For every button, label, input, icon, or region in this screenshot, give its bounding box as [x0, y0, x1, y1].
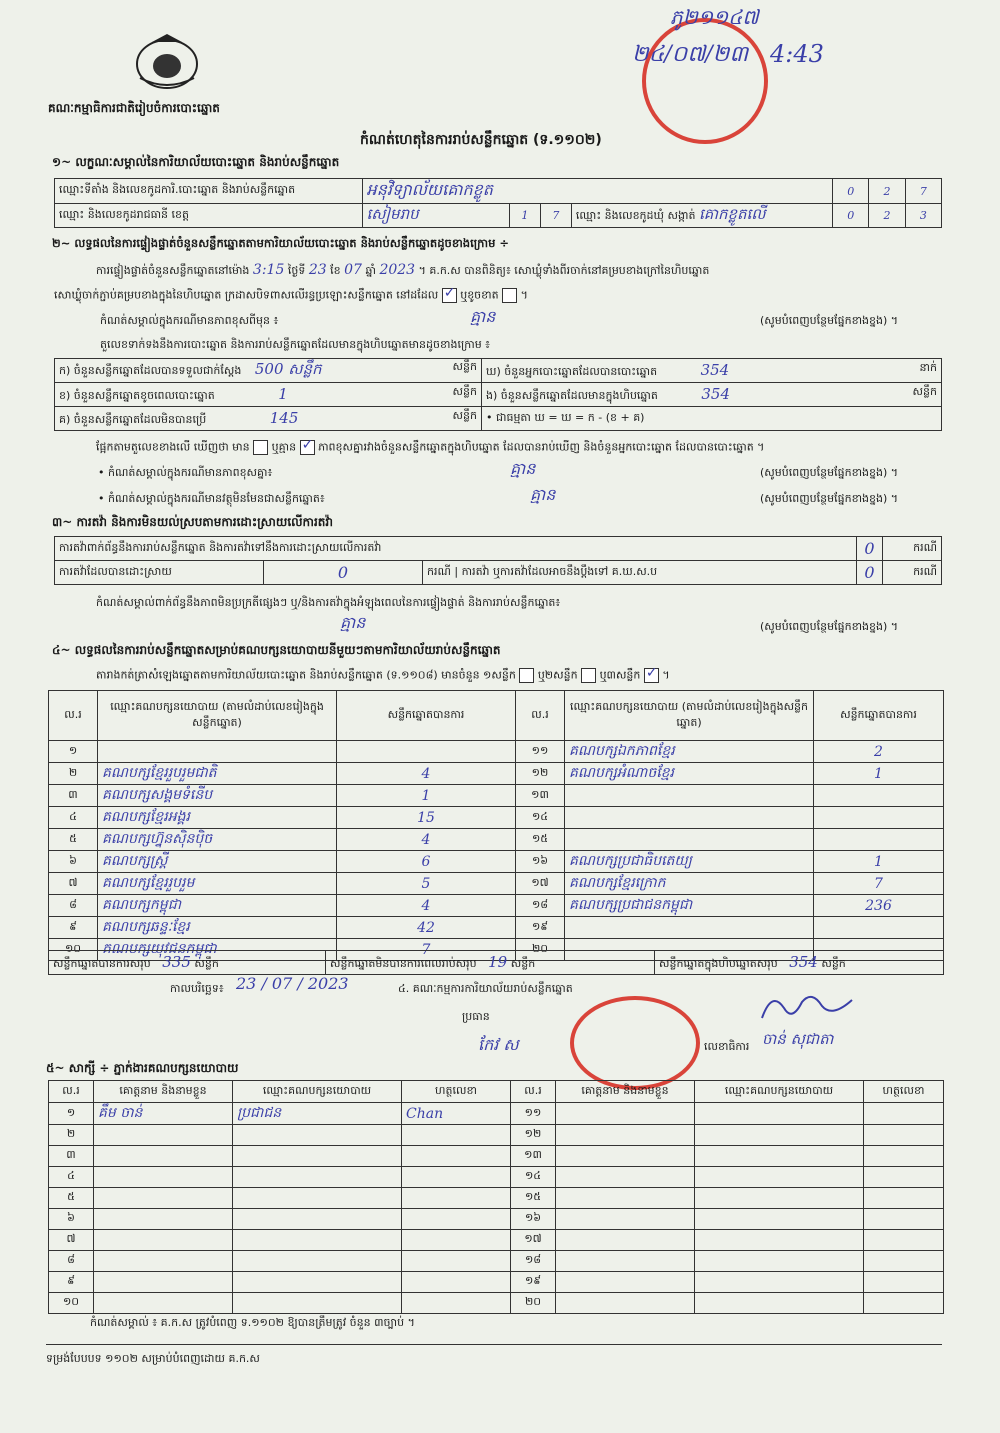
province-code-1: 1 — [509, 204, 540, 228]
party-no: ១៥ — [516, 829, 565, 851]
footer-note: កំណត់សម្គាល់ ៖ គ.ក.ស ត្រូវបំពេញ ទ.១១០២ ឱ្យបានត្រឹមត្រូវ ចំនួន ៣ច្បាប់ ។ — [90, 1316, 415, 1329]
witness-name — [556, 1293, 695, 1314]
witness-signature — [402, 1188, 511, 1209]
party-no: ៨ — [49, 895, 98, 917]
bullet-difference-value: គ្មាន — [510, 459, 536, 478]
verification-year: 2023 — [379, 262, 416, 278]
witness-name: គឹម ចាន់ — [94, 1103, 233, 1125]
party-votes: 236 — [814, 895, 944, 917]
witness-name — [556, 1125, 695, 1146]
location-code-3: 7 — [905, 179, 941, 204]
party-votes: 1 — [814, 851, 944, 873]
location-code-2: 2 — [869, 179, 905, 204]
party-name — [98, 741, 337, 763]
fill-hint-3: (សូមបំពេញបន្ថែមផ្នែកខាងខ្នង) ។ — [760, 492, 899, 505]
witness-party — [233, 1251, 402, 1272]
witness-signature — [864, 1209, 944, 1230]
resolved-value: 0 — [264, 561, 423, 585]
witness-signature — [864, 1251, 944, 1272]
witness-name — [94, 1125, 233, 1146]
witness-name — [556, 1230, 695, 1251]
witness-no: ៣ — [49, 1146, 94, 1167]
party-name — [565, 785, 814, 807]
results-table: ល.រ ឈ្មោះគណបក្សនយោបាយ (តាមលំដាប់លេខរៀងក្នុងសន្លឹកឆ្នោត) សន្លឹកឆ្នោតបានការ ល.រ ឈ្មោះគណបក្សនយោបាយ (តាមលំដាប់លេខរៀងក្នុងសន្លឹកឆ្នោត) សន្លឹកឆ្នោតបានការ ១ ១១ គណបក្សឯកភាពខ្មែរ 2 ២ គណបក្សខ្មែររួបរួមជាតិ 4 ១២ គណបក្សអំណាចខ្មែរ 1 ៣ គណបក្សសង្គមទំនើប 1 ១៣ ៤ គណបក្សខ្មែរអង្គរ 15 ១៤ ៥ គណបក្សហ្វ៊ុនស៊ិនប៉ិច 4 ១៥ ៦ គណបក្សស្ត្រី 6 ១៦ គណបក្សប្រជាធិបតេយ្យ 1 ៧ គណបក្សខ្មែររួបរួម 5 ១៧ គណបក្សខ្មែរក្រោក 7 ៨ គណបក្សកម្ពុជា 4 ១៨ គណបក្សប្រជាជនកម្ពុជា 236 ៩ គណបក្សឆន្ទៈខ្មែរ 42 ១៩ ១០ គណបក្សយុវជនកម្ពុជា 7 ២០ — [48, 690, 944, 961]
result-row — [49, 873, 944, 895]
witness-name — [94, 1230, 233, 1251]
witness-signature — [402, 1209, 511, 1230]
witness-row — [49, 1230, 944, 1251]
complaints-label: ការតវ៉ាពាក់ព័ន្ធនឹងការរាប់សន្លឹកឆ្នោត និងការតវ៉ាទៅនឹងការដោះស្រាយលើការតវ៉ា — [55, 537, 857, 561]
witness-no: ៥ — [49, 1188, 94, 1209]
party-no: ១៨ — [516, 895, 565, 917]
verification-month: 07 — [344, 262, 362, 278]
secretary-signature — [752, 988, 862, 1028]
footer-divider — [46, 1344, 942, 1345]
province-code-2: 7 — [540, 204, 571, 228]
witness-no: ៩ — [49, 1272, 94, 1293]
unused-ballots-value: 145 — [269, 408, 299, 427]
official-stamp-committee — [570, 996, 700, 1090]
stamp-id-text: ភូ២១១៤៧ — [670, 5, 759, 29]
commune-code-2: 2 — [869, 204, 905, 228]
party-name: គណបក្សខ្មែររួបរួមជាតិ — [98, 763, 337, 785]
witness-signature: Chan — [402, 1103, 511, 1125]
party-no: ៩ — [49, 917, 98, 939]
commune-code-3: 3 — [905, 204, 941, 228]
witness-name — [94, 1272, 233, 1293]
party-name: គណបក្សឆន្ទៈខ្មែរ — [98, 917, 337, 939]
witness-row — [49, 1251, 944, 1272]
commune-code-1: 0 — [833, 204, 869, 228]
sheets-2-checkbox[interactable] — [581, 668, 596, 683]
sheets-3-checkbox[interactable] — [644, 668, 659, 683]
witness-row — [49, 1146, 944, 1167]
witness-name — [556, 1167, 695, 1188]
party-name: គណបក្សកម្ពុជា — [98, 895, 337, 917]
witness-party — [695, 1293, 864, 1314]
witness-party — [233, 1272, 402, 1293]
party-votes: 5 — [337, 873, 516, 895]
witness-signature — [864, 1125, 944, 1146]
party-no: ៣ — [49, 785, 98, 807]
witness-no: ៤ — [49, 1167, 94, 1188]
result-row — [49, 829, 944, 851]
total-invalid-value: 19 — [488, 952, 508, 971]
party-votes — [814, 807, 944, 829]
witness-party — [695, 1103, 864, 1125]
witness-party — [695, 1209, 864, 1230]
province-label: ឈ្មោះ និងលេខកូដរាជធានី ខេត្ត — [55, 204, 363, 228]
party-votes: 2 — [814, 741, 944, 763]
footer-form: ទម្រង់បែបបទ ១១០២ សម្រាប់បំពេញដោយ គ.ក.ស — [46, 1352, 260, 1365]
party-name: គណបក្សប្រជាជនកម្ពុជា — [565, 895, 814, 917]
party-name — [565, 807, 814, 829]
witness-party: ប្រជាជន — [233, 1103, 402, 1125]
party-name: គណបក្សឯកភាពខ្មែរ — [565, 741, 814, 763]
witness-signature — [864, 1167, 944, 1188]
fill-hint-4: (សូមបំពេញបន្ថែមផ្នែកខាងខ្នង) ។ — [760, 620, 899, 633]
witness-name — [94, 1293, 233, 1314]
party-votes: 7 — [814, 873, 944, 895]
witness-name — [556, 1272, 695, 1293]
stamp-date-text: ២៤/០៧/២៣ — [632, 42, 749, 67]
witness-no: ៦ — [49, 1209, 94, 1230]
witness-name — [94, 1188, 233, 1209]
party-no: ១៩ — [516, 917, 565, 939]
party-name — [565, 917, 814, 939]
party-no: ១៤ — [516, 807, 565, 829]
party-votes: 4 — [337, 763, 516, 785]
diff-note-label: កំណត់សម្គាល់ក្នុងករណីមានភាពខុសពីមុន ៖ — [100, 314, 279, 327]
secretary-label: លេខាធិការ — [704, 1040, 750, 1053]
witness-party — [695, 1251, 864, 1272]
witness-no: ១០ — [49, 1293, 94, 1314]
date-value: 23 / 07 / 2023 — [236, 974, 349, 993]
party-no: ៦ — [49, 851, 98, 873]
formula-text: • ជាធម្មតា ឃ = ឃ = ក - (ខ + គ) — [482, 407, 942, 431]
witness-no: ៨ — [49, 1251, 94, 1272]
witness-no: ១៨ — [511, 1251, 556, 1272]
party-votes: 4 — [337, 829, 516, 851]
bullet-foreign-label: • កំណត់សម្គាល់ក្នុងករណីមានវត្ថុមិនមែនជាសន្លឹកឆ្នោត៖ — [98, 492, 325, 505]
intact-checkbox[interactable] — [442, 288, 457, 303]
party-votes — [814, 829, 944, 851]
witness-name — [556, 1103, 695, 1125]
form-title: កំណត់ហេតុនៃការរាប់សន្លឹកឆ្នោត (ទ.១១០២) — [360, 132, 602, 148]
org-name: គណៈកម្មាធិការជាតិរៀបចំការបោះឆ្នោត — [48, 101, 220, 115]
party-votes — [337, 741, 516, 763]
verification-line1: ការផ្ទៀងផ្ទាត់ចំនួនសន្លឹកឆ្នោតនៅម៉ោង 3:15 ថ្ងៃទី 23 ខែ 07 ឆ្នាំ 2023 ។ គ.ក.ស បានពិនិត្យ៖ សោឃ្លុំទាំងពីរចាក់នៅគម្របខាងក្រៅនៃហិបឆ្នោត — [96, 262, 710, 278]
witness-party — [233, 1209, 402, 1230]
witness-signature — [402, 1125, 511, 1146]
section4-heading: ៤~ លទ្ធផលនៃការរាប់សន្លឹកឆ្នោតសម្រាប់គណបក្សនយោបាយនីមួយៗតាមការិយាល័យរាប់សន្លឹកឆ្នោត — [52, 643, 501, 657]
location-label: ឈ្មោះទីតាំង និងលេខកូដការិ.បោះឆ្នោត និងរាប់សន្លឹកឆ្នោត — [55, 179, 363, 204]
voters-value: 354 — [700, 360, 730, 379]
witness-row — [49, 1167, 944, 1188]
verification-day: 23 — [308, 262, 327, 278]
witness-signature — [402, 1272, 511, 1293]
party-no: ១៣ — [516, 785, 565, 807]
witness-table: ល.រ គោត្តនាម និងនាមខ្លួន ឈ្មោះគណបក្សនយោបាយ ហត្ថលេខា ល.រ គោត្តនាម និងនាមខ្លួន ឈ្មោះគណបក្សនយោបាយ ហត្ថលេខា ១ គឹម ចាន់ ប្រជាជន Chan ១១ ២ ១២ ៣ ១៣ ៤ ១៤ ៥ ១៥ ៦ ១៦ ៧ ១៧ ៨ ១៨ ៩ ១៩ ១០ ២០ — [48, 1080, 944, 1314]
party-votes: 1 — [337, 785, 516, 807]
witness-no: ១៤ — [511, 1167, 556, 1188]
witness-no: ១៣ — [511, 1146, 556, 1167]
chair-name: កែវ ស — [478, 1035, 519, 1054]
irregularity-note-value: គ្មាន — [340, 613, 366, 632]
witness-party — [695, 1125, 864, 1146]
has-difference-checkbox[interactable] — [253, 440, 268, 455]
section1-heading: ១~ លក្ខណៈសម្គាល់នៃការិយាល័យបោះឆ្នោត និងរាប់សន្លឹកឆ្នោត — [52, 155, 340, 169]
figures-intro: តួលេខទាក់ទងនឹងការបោះឆ្នោត និងការរាប់សន្លឹកឆ្នោតដែលមានក្នុងហិបឆ្នោតមានដូចខាងក្រោម ៖ — [100, 338, 491, 351]
witness-row — [49, 1188, 944, 1209]
party-votes — [814, 785, 944, 807]
no-difference-checkbox[interactable] — [300, 440, 315, 455]
result-row — [49, 763, 944, 785]
witness-signature — [864, 1146, 944, 1167]
witness-name — [94, 1209, 233, 1230]
official-stamp-top — [642, 18, 768, 144]
witness-signature — [864, 1103, 944, 1125]
witness-party — [233, 1293, 402, 1314]
witness-no: ១១ — [511, 1103, 556, 1125]
witness-no: ១៦ — [511, 1209, 556, 1230]
totals-table: សន្លឹកឆ្នោតបានការសរុប 335 សន្លឹក សន្លឹកឆ្នោតមិនបានការពេលរាប់សរុប 19 សន្លឹក សន្លឹកឆ្នោតក្នុងហិបឆ្នោតសរុប 354 សន្លឹក — [48, 950, 944, 975]
figures-table: ក) ចំនួនសន្លឹកឆ្នោតដែលបានទទួលជាក់ស្តែង 500 សន្លឹក សន្លឹក ឃ) ចំនួនអ្នកបោះឆ្នោតដែលបានបោះឆ្នោត 354 នាក់ ខ) ចំនួនសន្លឹកឆ្នោតខូចពេលបោះឆ្នោត 1 សន្លឹក ង) ចំនួនសន្លឹកឆ្នោតដែលមានក្នុងហិបឆ្នោត 354 សន្លឹក គ) ចំនួនសន្លឹកឆ្នោតដែលមិនបានប្រើ 145 សន្លឹក • ជាធម្មតា ឃ = ឃ = ក - (ខ + គ) — [54, 358, 942, 431]
witness-party — [233, 1188, 402, 1209]
witness-signature — [402, 1167, 511, 1188]
result-row — [49, 895, 944, 917]
complaints-value: 0 — [857, 537, 883, 561]
witness-party — [233, 1146, 402, 1167]
party-name: គណបក្សអំណាចខ្មែរ — [565, 763, 814, 785]
complaints-table: ការតវ៉ាពាក់ព័ន្ធនឹងការរាប់សន្លឹកឆ្នោត និងការតវ៉ាទៅនឹងការដោះស្រាយលើការតវ៉ា 0 ករណី ការតវ៉ាដែលបានដោះស្រាយ 0 ករណី | ការតវ៉ា ឬការតវ៉ាដែលអាចនឹងប្តឹងទៅ គ.ឃ.ស.ប 0 ករណី — [54, 536, 942, 585]
witness-row — [49, 1103, 944, 1125]
witness-row — [49, 1209, 944, 1230]
location-code-1: 0 — [833, 179, 869, 204]
witness-name — [94, 1167, 233, 1188]
resolved-label: ការតវ៉ាដែលបានដោះស្រាយ — [55, 561, 264, 585]
witness-no: ២ — [49, 1125, 94, 1146]
total-valid-value: 335 — [162, 952, 191, 971]
party-votes: 15 — [337, 807, 516, 829]
fill-hint-2: (សូមបំពេញបន្ថែមផ្នែកខាងខ្នង) ។ — [760, 466, 899, 479]
witness-no: ១៩ — [511, 1272, 556, 1293]
witness-signature — [864, 1188, 944, 1209]
witness-no: ១៧ — [511, 1230, 556, 1251]
witness-party — [233, 1230, 402, 1251]
witness-signature — [402, 1293, 511, 1314]
tally-sheet-line: តារាងកត់ត្រាសំឡេងឆ្នោតតាមការិយាល័យបោះឆ្នោត និងរាប់សន្លឹកឆ្នោត (ទ.១១០៨) មានចំនួន ១សន្លឹក ឬ២សន្លឹក ឬ៣សន្លឹក ✓ ។ — [96, 668, 670, 685]
party-name: គណបក្សហ្វ៊ុនស៊ិនប៉ិច — [98, 829, 337, 851]
party-no: ១២ — [516, 763, 565, 785]
witness-party — [233, 1167, 402, 1188]
bullet-difference-label: • កំណត់សម្គាល់ក្នុងករណីមានភាពខុសគ្នា៖ — [98, 466, 273, 479]
discrepancy-check: ផ្អែកតាមតួលេខខាងលើ ឃើញថា មាន ឬគ្មាន ✓ ភាពខុសគ្នារវាងចំនួនសន្លឹកឆ្នោតក្នុងហិបឆ្នោត ដែលបានរាប់ឃើញ និងចំនួនអ្នកបោះឆ្នោត ដែលបានបោះឆ្នោត ។ — [96, 440, 764, 457]
total-box-value: 354 — [789, 952, 818, 971]
witness-signature — [864, 1272, 944, 1293]
witness-party — [695, 1146, 864, 1167]
verification-line2: សោឃ្លុំចាក់ភ្ជាប់គម្របខាងក្នុងនៃហិបឆ្នោត ក្រដាសបិទពាសលើរន្ធប្រឡោះសន្លឹកឆ្នោត នៅដដែល ✓ ឬខូចខាត ។ — [54, 288, 528, 305]
party-votes: 1 — [814, 763, 944, 785]
party-votes: 7 — [337, 939, 516, 961]
secretary-name: ចាន់ សុជាតា — [762, 1030, 834, 1048]
witness-signature — [402, 1230, 511, 1251]
party-no: ១០ — [49, 939, 98, 961]
witness-name — [556, 1146, 695, 1167]
party-no: ១ — [49, 741, 98, 763]
party-name: គណបក្សស្ត្រី — [98, 851, 337, 873]
received-ballots-value: 500 សន្លឹក — [254, 359, 322, 378]
province-value: សៀមរាប — [362, 204, 509, 228]
result-row — [49, 807, 944, 829]
result-row — [49, 785, 944, 807]
witness-party — [695, 1188, 864, 1209]
fill-hint-1: (សូមបំពេញបន្ថែមផ្នែកខាងខ្នង) ។ — [760, 314, 899, 327]
result-row — [49, 917, 944, 939]
witness-no: ១ — [49, 1103, 94, 1125]
party-name: គណបក្សប្រជាធិបតេយ្យ — [565, 851, 814, 873]
party-name: គណបក្សយុវជនកម្ពុជា — [98, 939, 337, 961]
party-name: គណបក្សសង្គមទំនើប — [98, 785, 337, 807]
irregularity-note-label: កំណត់សម្គាល់ពាក់ព័ន្ធនឹងភាពមិនប្រក្រតីផ្សេងៗ ឬ/និងការតវ៉ាក្នុងអំឡុងពេលនៃការផ្ទៀងផ្ទាត់ និងការរាប់សន្លឹកឆ្នោត៖ — [96, 596, 561, 609]
party-name — [565, 829, 814, 851]
diff-note-value: គ្មាន — [470, 307, 496, 326]
party-no: ១១ — [516, 741, 565, 763]
witness-row — [49, 1293, 944, 1314]
damaged-checkbox[interactable] — [502, 288, 517, 303]
witness-name — [556, 1251, 695, 1272]
party-votes — [814, 917, 944, 939]
witness-row — [49, 1272, 944, 1293]
committee-label: ៤. គណៈកម្មការការិយាល័យរាប់សន្លឹកឆ្នោត — [398, 982, 573, 995]
appeal-label: ការតវ៉ា ឬការតវ៉ាដែលអាចនឹងប្តឹងទៅ គ.ឃ.ស.ប — [461, 564, 658, 578]
commune-label: ឈ្មោះ និងលេខកូដឃុំ សង្កាត់ — [575, 208, 696, 222]
witness-name — [94, 1146, 233, 1167]
witness-no: ១៥ — [511, 1188, 556, 1209]
party-votes: 4 — [337, 895, 516, 917]
party-no: ៤ — [49, 807, 98, 829]
party-votes: 42 — [337, 917, 516, 939]
party-no: ២០ — [516, 939, 565, 961]
date-label: កាលបរិច្ឆេទ៖ — [170, 982, 224, 995]
bullet-foreign-value: គ្មាន — [530, 485, 556, 504]
witness-row — [49, 1125, 944, 1146]
result-row — [49, 741, 944, 763]
party-no: ២ — [49, 763, 98, 785]
verification-time: 3:15 — [252, 262, 285, 278]
witness-signature — [864, 1293, 944, 1314]
spoiled-ballots-value: 1 — [278, 384, 288, 403]
witness-party — [695, 1272, 864, 1293]
witness-signature — [402, 1251, 511, 1272]
result-row — [49, 851, 944, 873]
witness-name — [556, 1188, 695, 1209]
witness-signature — [864, 1230, 944, 1251]
section1-table — [54, 178, 942, 228]
sheets-1-checkbox[interactable] — [519, 668, 534, 683]
section3-heading: ៣~ ការតវ៉ា និងការមិនយល់ស្របតាមការដោះស្រាយលើការតវ៉ា — [52, 515, 334, 529]
witness-no: ៧ — [49, 1230, 94, 1251]
stamp-time-text: 4:43 — [770, 40, 824, 68]
party-name: គណបក្សខ្មែរអង្គរ — [98, 807, 337, 829]
witness-party — [695, 1167, 864, 1188]
party-no: ៧ — [49, 873, 98, 895]
ballots-in-box-value: 354 — [701, 384, 731, 403]
witness-no: ១២ — [511, 1125, 556, 1146]
witness-party — [695, 1230, 864, 1251]
chair-label: ប្រធាន — [462, 1010, 490, 1023]
appeal-value: 0 — [857, 561, 883, 585]
witness-party — [233, 1125, 402, 1146]
section5-heading: ៥~ សាក្សី ÷ ភ្នាក់ងារគណបក្សនយោបាយ — [46, 1061, 239, 1075]
party-name: គណបក្សខ្មែររួបរួម — [98, 873, 337, 895]
witness-no: ២០ — [511, 1293, 556, 1314]
location-value: អនុវិទ្យាល័យគោកខ្លូត — [362, 179, 833, 204]
party-name: គណបក្សខ្មែរក្រោក — [565, 873, 814, 895]
witness-name — [556, 1209, 695, 1230]
witness-name — [94, 1251, 233, 1272]
commune-value: គោកខ្លូតលើ — [698, 204, 766, 223]
party-votes: 6 — [337, 851, 516, 873]
party-no: ១៦ — [516, 851, 565, 873]
party-no: ១៧ — [516, 873, 565, 895]
party-no: ៥ — [49, 829, 98, 851]
emblem-logo — [132, 30, 202, 92]
witness-signature — [402, 1146, 511, 1167]
section2-heading: ២~ លទ្ធផលនៃការផ្ទៀងផ្ទាត់ចំនួនសន្លឹកឆ្នោតតាមការិយាល័យបោះឆ្នោត និងរាប់សន្លឹកឆ្នោតដូចខាងក្រោម ÷ — [52, 236, 510, 250]
